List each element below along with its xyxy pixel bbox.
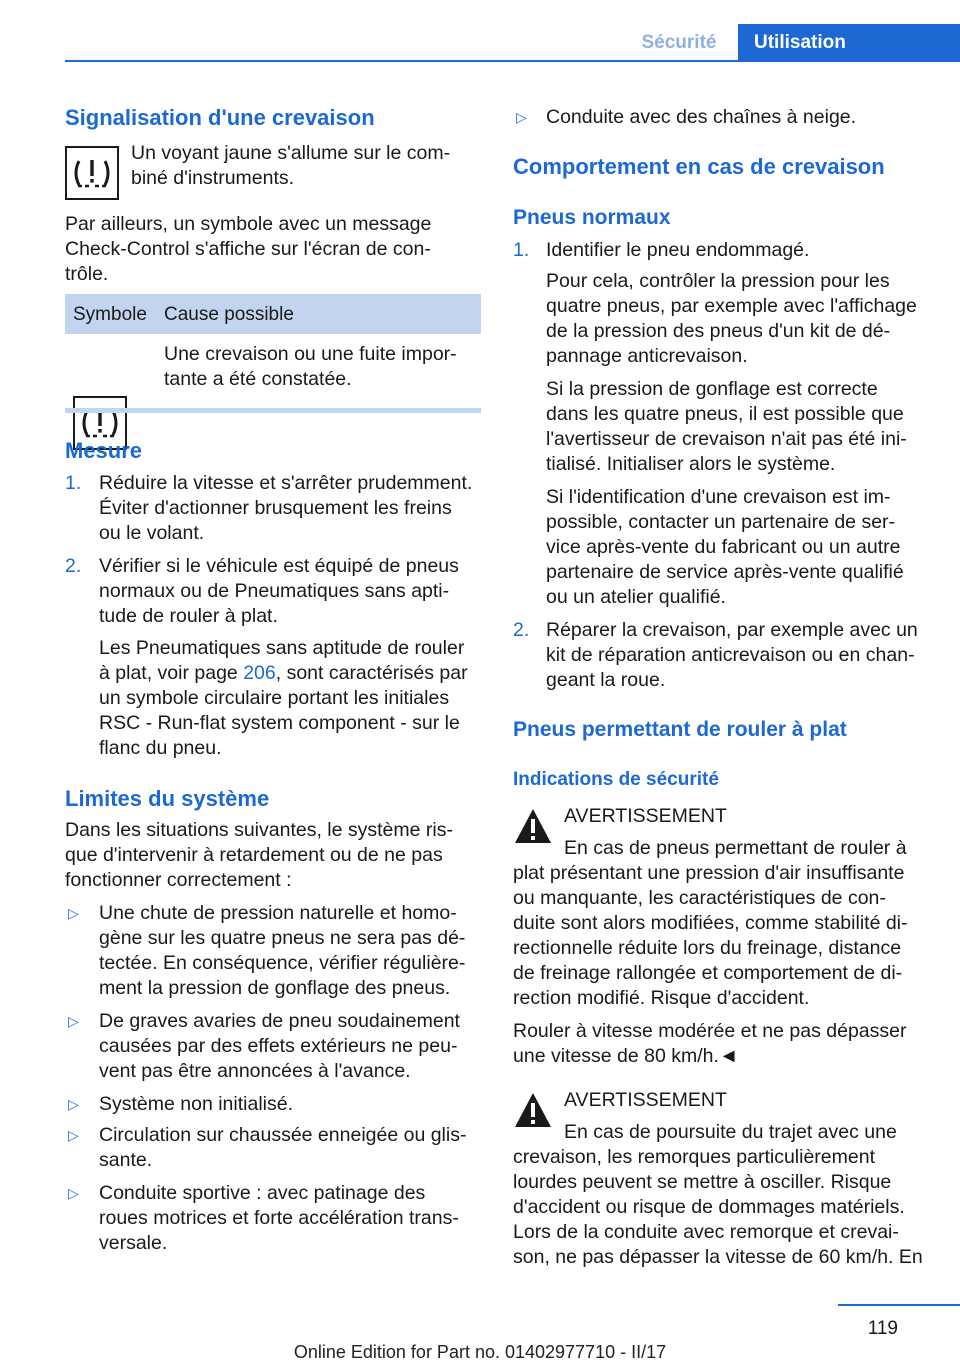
bullet-icon: ▷ — [68, 1127, 79, 1143]
heading-mesure: Mesure — [65, 438, 143, 463]
mesure-2-para-line4: RSC - Run-flat system component - sur le — [99, 712, 460, 734]
warning-2-line6: son, ne pas dépasser la vitesse de 60 km/h. En — [513, 1246, 923, 1268]
normaux-1-line1: Identifier le pneu endommagé. — [546, 239, 810, 261]
heading-signalisation: Signalisation d'une crevaison — [65, 105, 375, 130]
normaux-num-1: 1. — [513, 239, 530, 261]
normaux-1-r-line2: possible, contacter un partenaire de ser‐ — [546, 511, 896, 533]
warning-2-line1: En cas de poursuite du trajet avec une — [564, 1121, 897, 1143]
normaux-1-p-line2: quatre pneus, par exemple avec l'affichage — [546, 295, 917, 317]
warning-1-para-line2: une vitesse de 80 km/h.◄ — [513, 1045, 739, 1067]
mesure-2-para-line2a: à plat, voir page — [99, 662, 244, 684]
bullet-1-line1: Une chute de pression naturelle et homo‐ — [99, 902, 457, 924]
cc-text-line2: Check-Control s'affiche sur l'écran de con‐ — [65, 238, 431, 260]
normaux-1-q-line4: tialisé. Initialiser alors le système. — [546, 453, 836, 475]
mesure-1-line1: Réduire la vitesse et s'arrêter prudemment. — [99, 472, 473, 494]
normaux-1-q-line3: l'avertisseur de crevaison n'ait pas été ini‐ — [546, 428, 907, 450]
warning-2-line3: lourdes peuvent se mettre à osciller. Risque — [513, 1171, 892, 1193]
heading-limites: Limites du système — [65, 786, 270, 811]
header-tab-utilisation: Utilisation — [738, 24, 960, 62]
warning-2-title: AVERTISSEMENT — [564, 1089, 727, 1111]
warning-1-line1: En cas de pneus permettant de rouler à — [564, 837, 907, 859]
normaux-num-2: 2. — [513, 619, 530, 641]
page-206-link[interactable]: 206 — [243, 662, 276, 684]
mesure-num-1: 1. — [65, 472, 82, 494]
mesure-num-2: 2. — [65, 555, 82, 577]
warning-1-line5: rectionnelle réduite lors du freinage, distance — [513, 937, 902, 959]
normaux-1-r-line4: partenaire de service après-vente qualifié — [546, 561, 904, 583]
mesure-2-line1: Vérifier si le véhicule est équipé de pneus — [99, 555, 459, 577]
normaux-2-line3: geant la roue. — [546, 669, 666, 691]
bullet-6-line1: Conduite avec des chaînes à neige. — [546, 106, 857, 128]
warning-triangle-icon — [513, 1090, 553, 1130]
normaux-1-p-line3: de la pression des pneus d'un kit de dé‐ — [546, 320, 891, 342]
table-header-symbole: Symbole — [73, 304, 147, 325]
table-bottom-rule — [65, 408, 481, 413]
header-rule — [65, 60, 960, 62]
normaux-1-p-line1: Pour cela, contrôler la pression pour les — [546, 270, 890, 292]
edition-footer: Online Edition for Part no. 01402977710 - II/17 — [293, 1342, 667, 1362]
heading-comportement: Comportement en cas de crevaison — [513, 154, 885, 179]
signal-text-line1: Un voyant jaune s'allume sur le com‐ — [131, 142, 451, 164]
table-header-cause: Cause possible — [164, 304, 294, 325]
bullet-1-line4: ment la pression de gonflage des pneus. — [99, 977, 451, 999]
page-number: 119 — [867, 1318, 898, 1339]
bullet-4-line2: sante. — [99, 1149, 153, 1171]
bullet-2-line3: vent pas être annoncées à l'avance. — [99, 1060, 411, 1082]
header-tab-securite: Sécurité — [641, 32, 717, 53]
mesure-2-para-line2 — [99, 661, 468, 686]
normaux-1-q-line1: Si la pression de gonflage est correcte — [546, 378, 878, 400]
normaux-1-q-line2: dans les quatre pneus, il est possible que — [546, 403, 904, 425]
mesure-2-para-line5: flanc du pneu. — [99, 737, 222, 759]
normaux-2-line1: Réparer la crevaison, par exemple avec un — [546, 619, 918, 641]
mesure-2-line2: normaux ou de Pneumatiques sans apti‐ — [99, 580, 450, 602]
cc-text-line3: trôle. — [65, 263, 109, 285]
bullet-icon: ▷ — [68, 1096, 79, 1112]
normaux-2-line2: kit de réparation anticrevaison ou en chan‐ — [546, 644, 915, 666]
warning-2-line2: crevaison, les remorques particulièrement — [513, 1146, 875, 1168]
normaux-1-r-line5: ou un atelier qualifié. — [546, 586, 726, 608]
signal-text-line2: biné d'instruments. — [131, 167, 295, 189]
bullet-icon: ▷ — [516, 109, 527, 125]
heading-securite: Indications de sécurité — [513, 769, 719, 790]
limites-line3: fonctionner correctement : — [65, 869, 292, 891]
table-cause-line1: Une crevaison ou une fuite impor‐ — [164, 343, 457, 365]
bullet-icon: ▷ — [68, 1013, 79, 1029]
bullet-1-line2: gène sur les quatre pneus ne sera pas dé‐ — [99, 927, 466, 949]
mesure-2-para-line3: un symbole circulaire portant les initiales — [99, 687, 450, 709]
warning-2-line4: d'accident ou risque de dommages matériels. — [513, 1196, 905, 1218]
warning-1-line4: duite sont alors modifiées, comme stabilité di‐ — [513, 912, 908, 934]
bullet-2-line2: causées par des effets extérieurs ne peu‐ — [99, 1035, 458, 1057]
footer-rule — [838, 1304, 960, 1306]
normaux-1-p-line4: pannage anticrevaison. — [546, 345, 748, 367]
mesure-1-line2: Éviter d'actionner brusquement les freins — [99, 497, 452, 519]
warning-2-line5: Lors de la conduite avec remorque et crevai‐ — [513, 1221, 899, 1243]
heading-runflat: Pneus permettant de rouler à plat — [513, 718, 847, 741]
normaux-1-r-line3: vice après-vente du fabricant ou un autre — [546, 536, 901, 558]
bullet-5-line3: versale. — [99, 1232, 168, 1254]
limites-line2: que d'intervenir à retardement ou de ne pas — [65, 844, 443, 866]
table-cause-line2: tante a été constatée. — [164, 368, 352, 390]
limites-line1: Dans les situations suivantes, le système ris‐ — [65, 819, 453, 841]
bullet-icon: ▷ — [68, 1185, 79, 1201]
tire-pressure-warning-icon — [65, 146, 119, 200]
warning-1-para-line1: Rouler à vitesse modérée et ne pas dépasser — [513, 1020, 907, 1042]
bullet-2-line1: De graves avaries de pneu soudainement — [99, 1010, 460, 1032]
warning-1-line7: rection modifié. Risque d'accident. — [513, 987, 810, 1009]
bullet-5-line1: Conduite sportive : avec patinage des — [99, 1182, 426, 1204]
normaux-1-r-line1: Si l'identification d'une crevaison est im‐ — [546, 486, 891, 508]
cc-text-line1: Par ailleurs, un symbole avec un message — [65, 213, 432, 235]
mesure-2-line3: tude de rouler à plat. — [99, 605, 278, 627]
bullet-4-line1: Circulation sur chaussée enneigée ou glis‐ — [99, 1124, 467, 1146]
mesure-2-para-line2b: , sont caractérisés par — [275, 662, 468, 684]
warning-1-title: AVERTISSEMENT — [564, 805, 727, 827]
mesure-1-line3: ou le volant. — [99, 522, 205, 544]
bullet-icon: ▷ — [68, 905, 79, 921]
heading-pneus-normaux: Pneus normaux — [513, 206, 671, 229]
bullet-5-line2: roues motrices et forte accélération trans‐ — [99, 1207, 459, 1229]
mesure-2-para-line1: Les Pneumatiques sans aptitude de rouler — [99, 637, 465, 659]
warning-1-line3: ou manquante, les caractéristiques de con‐ — [513, 887, 886, 909]
warning-triangle-icon — [513, 806, 553, 846]
bullet-3-line1: Système non initialisé. — [99, 1093, 294, 1115]
warning-1-line6: de freinage rallongée et comportement de di‐ — [513, 962, 903, 984]
bullet-1-line3: tectée. En conséquence, vérifier régulière‐ — [99, 952, 466, 974]
warning-1-line2: plat présentant une pression d'air insuffisante — [513, 862, 905, 884]
